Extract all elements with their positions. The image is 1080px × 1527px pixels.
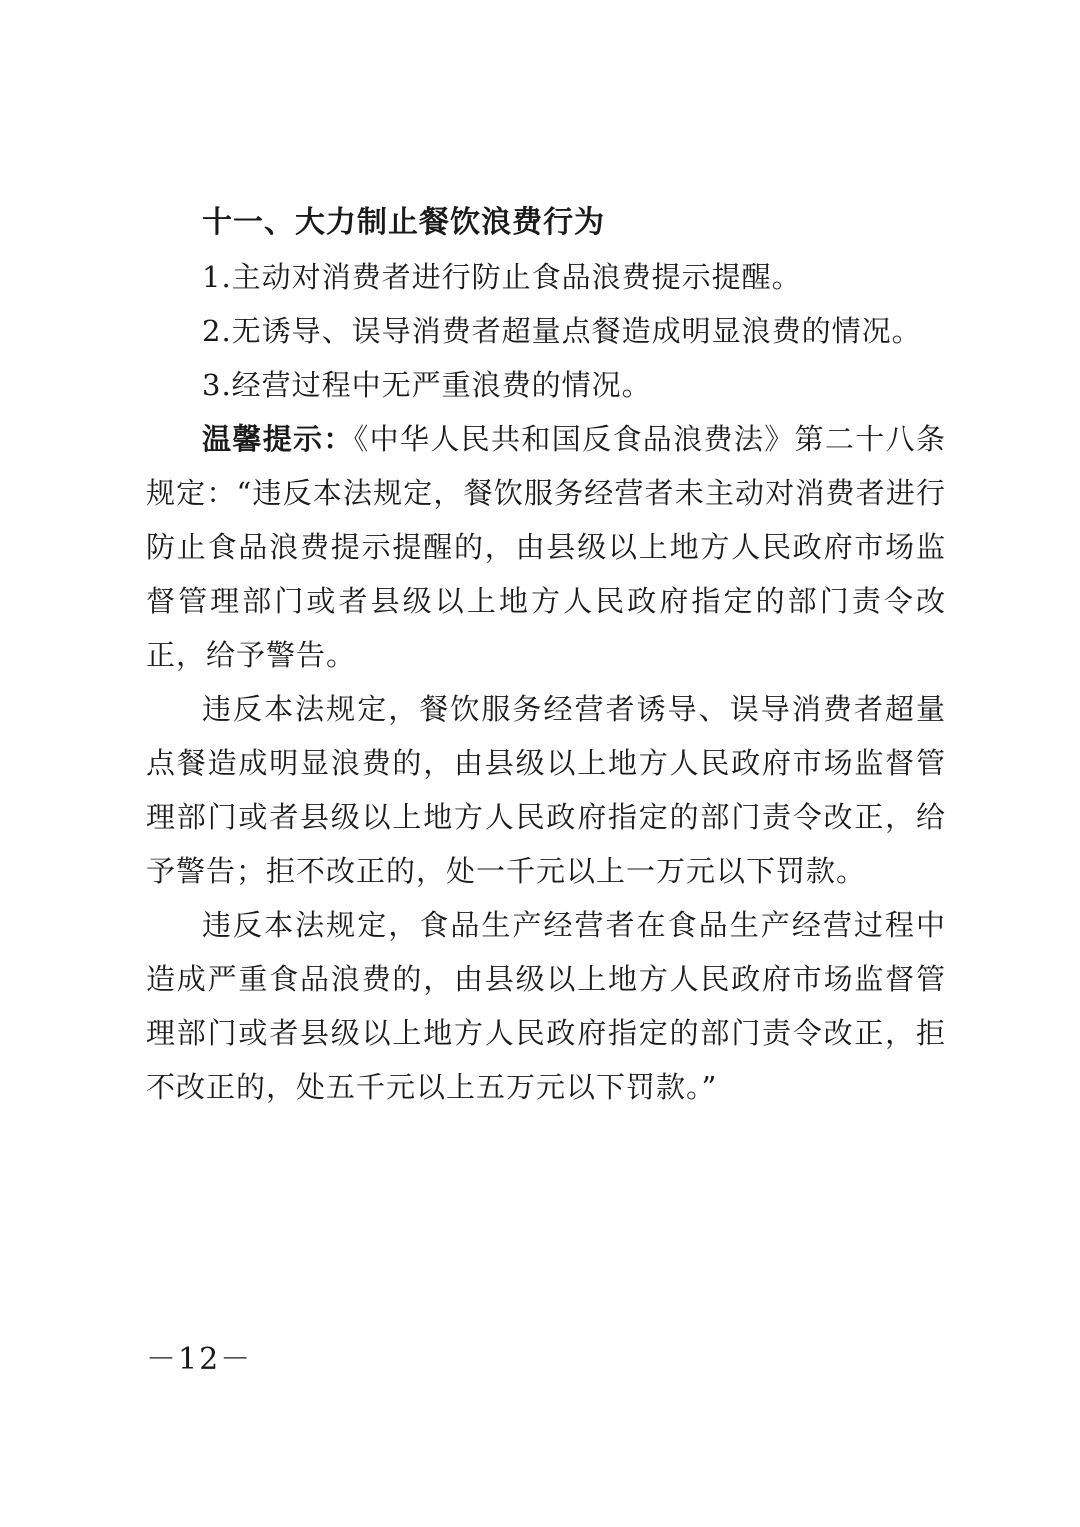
- page-number: －12－: [146, 1342, 253, 1377]
- list-item: 3.经营过程中无严重浪费的情况。: [202, 368, 652, 402]
- tip-paragraph: [146, 412, 946, 682]
- tip-clause-paragraph: 违反本法规定，食品生产经营者在食品生产经营过程中造成严重食品浪费的，由县级以上地方人民政府市场监督管理部门或者县级以上地方人民政府指定的部门责令改正，拒不改正的，处五千元以上五万元以下罚款。”: [146, 908, 946, 1104]
- tip-clause-paragraph: 违反本法规定，餐饮服务经营者诱导、误导消费者超量点餐造成明显浪费的，由县级以上地方人民政府市场监督管理部门或者县级以上地方人民政府指定的部门责令改正，给予警告；拒不改正的，处一千元以上一万元以下罚款。: [146, 692, 946, 888]
- tip-label: 温馨提示：: [202, 422, 354, 456]
- section-heading: 十一、大力制止餐饮浪费行为: [202, 205, 605, 240]
- list-item: 1.主动对消费者进行防止食品浪费提示提醒。: [202, 260, 802, 294]
- list-item: 2.无诱导、误导消费者超量点餐造成明显浪费的情况。: [202, 314, 922, 348]
- tip-intro: 《中华人民共和国反食品浪费法》第二十八条规定：“违反本法规定，餐饮服务经营者未主动对消费者进行防止食品浪费提示提醒的，由县级以上地方人民政府市场监督管理部门或者县级以上地方人民政府指定的部门责令改正，给予警告。: [146, 422, 946, 672]
- page-content: [146, 196, 946, 1114]
